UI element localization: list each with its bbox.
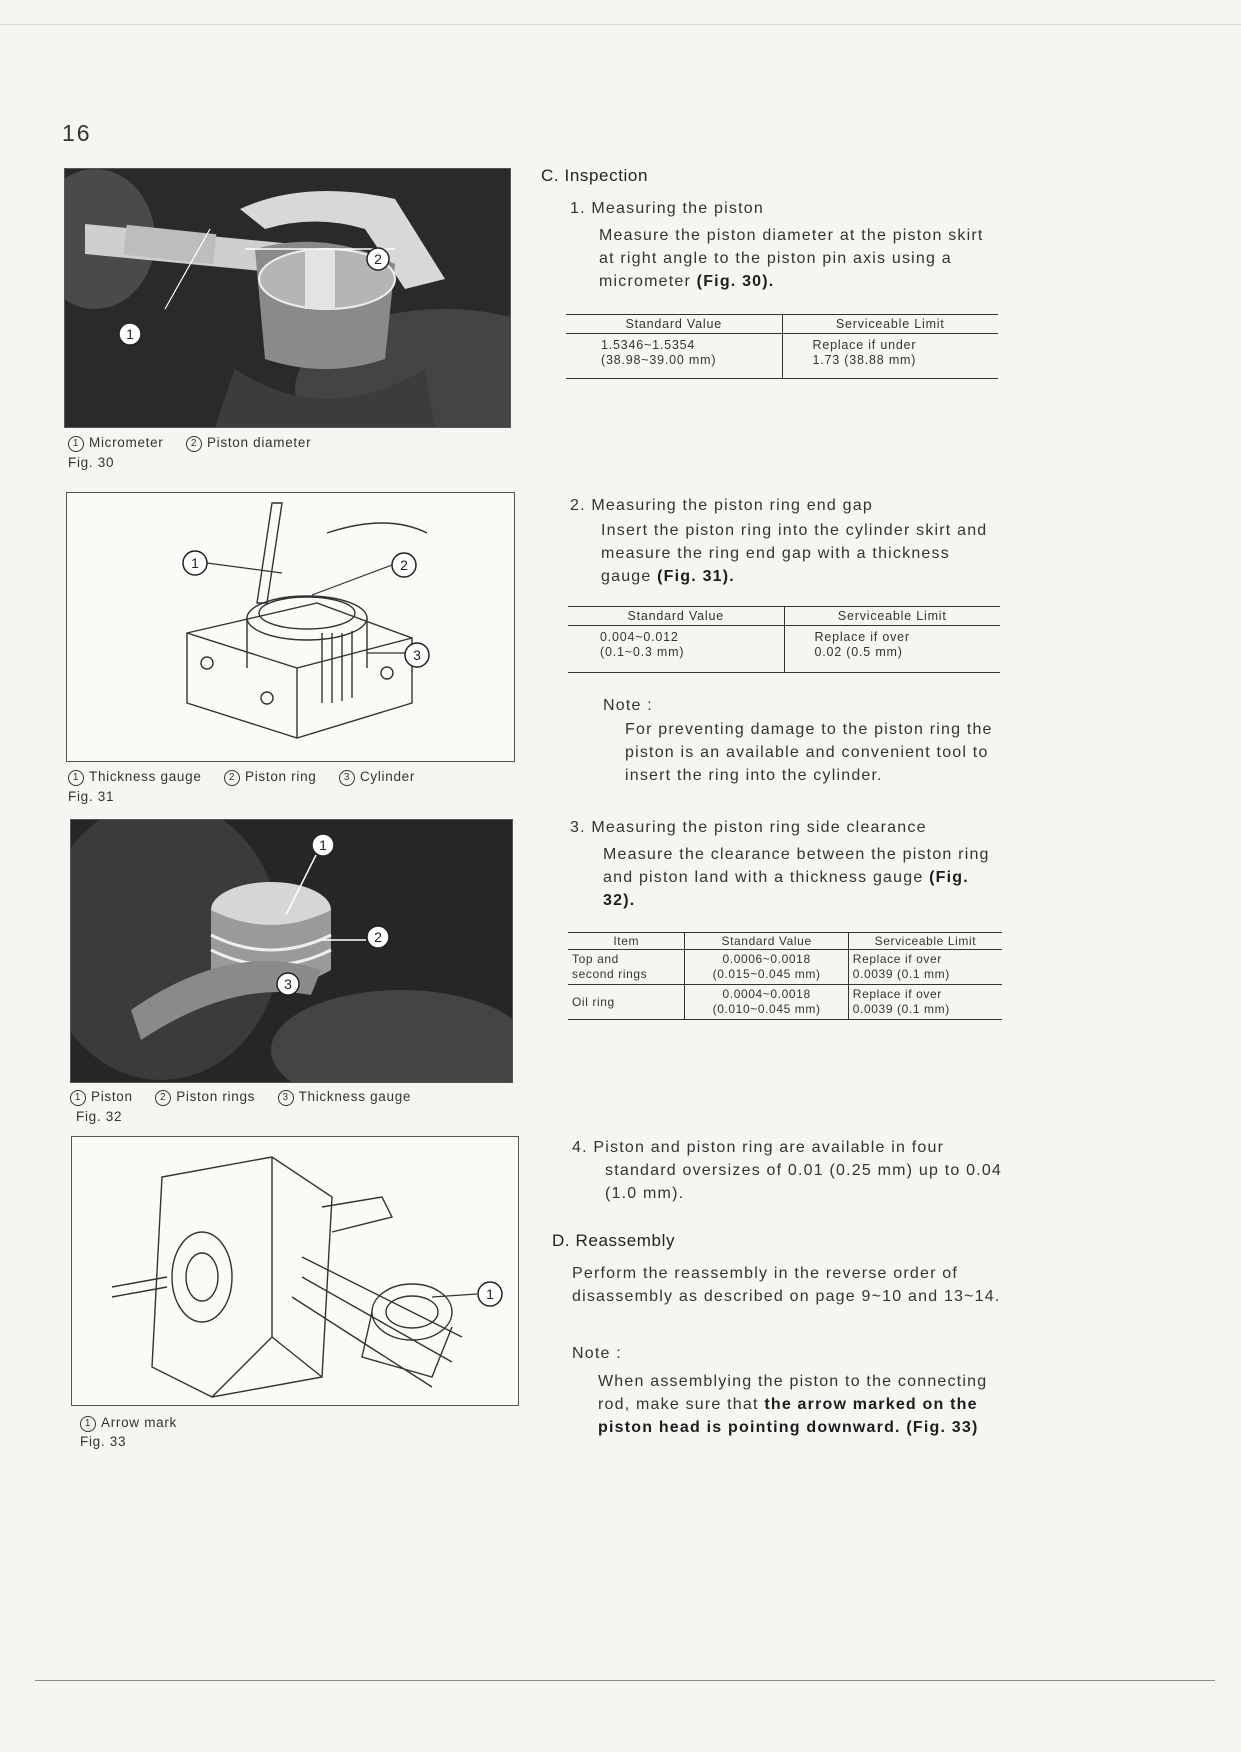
item2-body: Insert the piston ring into the cylinder skirt and measure the ring end gap with a thickness gauge (Fig. 31). xyxy=(601,522,988,585)
item3-spec-table: Item Standard Value Serviceable Limit Top and second rings 0.0006~0.0018 (0.015~0.045 mm) Replace if over 0.0039 (0.1 mm) Oil ring 0.0004~0.0018 (0.010~0.045 mm) Replace if over 0.0039 (0.1 mm) xyxy=(568,932,1002,1020)
figure-32-photo xyxy=(70,819,513,1083)
item2-note-label: Note : xyxy=(603,697,653,714)
figure-30-label: Fig. 30 xyxy=(68,455,115,470)
figure-32-callout-2: 2 xyxy=(374,929,382,945)
figure-32-callout-1: 1 xyxy=(319,837,327,853)
figure-33-caption: 1 Arrow mark xyxy=(80,1414,177,1432)
section-d-heading: D. Reassembly xyxy=(552,1231,676,1250)
figure-32-caption: 1 Piston 2 Piston rings 3 Thickness gauge xyxy=(70,1088,411,1106)
figure-32-label: Fig. 32 xyxy=(76,1109,123,1124)
figure-31-label: Fig. 31 xyxy=(68,789,115,804)
figure-31-callout-3: 3 xyxy=(413,647,421,663)
item3-title: 3. Measuring the piston ring side clearance xyxy=(570,819,927,836)
page-number: 16 xyxy=(62,120,92,146)
section-c-heading: C. Inspection xyxy=(541,166,649,185)
item1-spec-table: Standard Value Serviceable Limit 1.5346~1.5354 (38.98~39.00 mm) Replace if under 1.73 (38.88 mm) xyxy=(566,314,998,379)
figure-30-photo xyxy=(64,168,511,428)
item2-title: 2. Measuring the piston ring end gap xyxy=(570,497,873,514)
figure-31-drawing xyxy=(66,492,515,762)
section-d-note-label: Note : xyxy=(572,1345,622,1362)
figure-31-callout-2: 2 xyxy=(400,557,408,573)
figure-30-callout-2: 2 xyxy=(374,251,382,267)
figure-33-label: Fig. 33 xyxy=(80,1434,127,1449)
item1-title: 1. Measuring the piston xyxy=(570,200,764,217)
top-scan-line xyxy=(0,24,1241,25)
item2-spec-table: Standard Value Serviceable Limit 0.004~0.012 (0.1~0.3 mm) Replace if over 0.02 (0.5 mm) xyxy=(568,606,1000,673)
section-d-body: Perform the reassembly in the reverse order of disassembly as described on page 9~10 and 13~14. xyxy=(572,1265,1001,1305)
item2-note: For preventing damage to the piston ring the piston is an available and convenient tool to insert the ring into the cylinder. xyxy=(625,721,993,784)
item3-body: Measure the clearance between the piston ring and piston land with a thickness gauge (Fig. 32). xyxy=(603,846,990,909)
figure-33-drawing xyxy=(71,1136,519,1406)
item4-text: 4. Piston and piston ring are available in four standard oversizes of 0.01 (0.25 mm) up to 0.04 (1.0 mm). xyxy=(572,1139,1003,1202)
bottom-scan-line xyxy=(35,1680,1215,1681)
figure-31-caption: 1 Thickness gauge 2 Piston ring 3 Cylinder xyxy=(68,768,415,786)
figure-33-callout-1: 1 xyxy=(486,1286,494,1302)
item1-body: Measure the piston diameter at the piston skirt at right angle to the piston pin axis using a micrometer (Fig. 30). xyxy=(599,227,984,290)
figure-32-callout-3: 3 xyxy=(284,976,292,992)
figure-30-caption: 1 Micrometer 2 Piston diameter xyxy=(68,434,311,452)
figure-31-callout-1: 1 xyxy=(191,555,199,571)
figure-30-callout-1: 1 xyxy=(126,326,134,342)
section-d-note: When assemblying the piston to the connecting rod, make sure that the arrow marked on the piston head is pointing downward. (Fig. 33) xyxy=(598,1373,988,1436)
